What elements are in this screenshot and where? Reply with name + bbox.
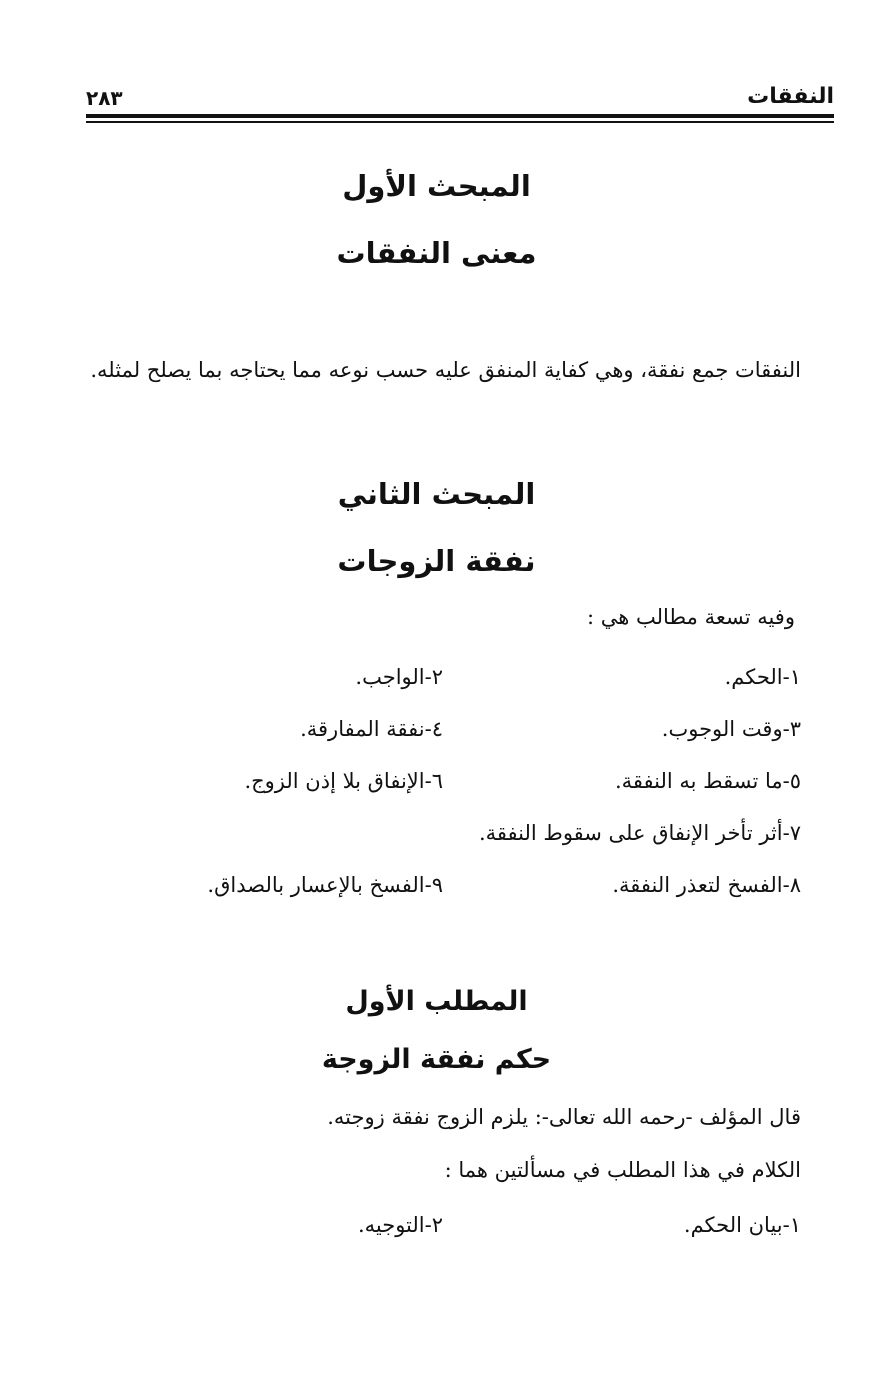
section1-subheading: معنى النفقات <box>336 236 537 270</box>
list-item: ٢-التوجيه. <box>357 1213 443 1237</box>
author-quote: قال المؤلف -رحمه الله تعالى-: يلزم الزوج نفقة زوجته. <box>327 1105 801 1129</box>
matlab1-intro: الكلام في هذا المطلب في مسألتين هما : <box>444 1158 801 1182</box>
list-item: ٦-الإنفاق بلا إذن الزوج. <box>244 769 443 793</box>
list-item: ٣-وقت الوجوب. <box>661 717 801 741</box>
list-item: ٥-ما تسقط به النفقة. <box>614 769 801 793</box>
list-item: ٩-الفسخ بالإعسار بالصداق. <box>207 873 443 897</box>
matlab1-heading: المطلب الأول <box>345 986 528 1017</box>
list-item: ١-الحكم. <box>724 665 801 689</box>
list-item: ٢-الواجب. <box>355 665 443 689</box>
page-number: ٢٨٣ <box>86 86 123 110</box>
header-rule-thin <box>86 121 834 123</box>
list-item: ٤-نفقة المفارقة. <box>300 717 443 741</box>
list-item: ٨-الفسخ لتعذر النفقة. <box>612 873 801 897</box>
section2-heading: المبحث الثاني <box>337 477 536 511</box>
header-rule-thick <box>86 114 834 118</box>
definition-paragraph: النفقات جمع نفقة، وهي كفاية المنفق عليه حسب نوعه مما يحتاجه بما يصلح لمثله. <box>90 358 801 382</box>
page-header <box>86 78 834 118</box>
section2-subheading: نفقة الزوجات <box>337 544 536 578</box>
list-item: ٧-أثر تأخر الإنفاق على سقوط النفقة. <box>478 821 801 845</box>
matlab1-subheading: حكم نفقة الزوجة <box>321 1044 552 1075</box>
list-item: ١-بيان الحكم. <box>683 1213 801 1237</box>
section2-intro: وفيه تسعة مطالب هي : <box>587 605 795 629</box>
section1-heading: المبحث الأول <box>342 169 531 203</box>
running-title: النفقات <box>747 84 834 109</box>
